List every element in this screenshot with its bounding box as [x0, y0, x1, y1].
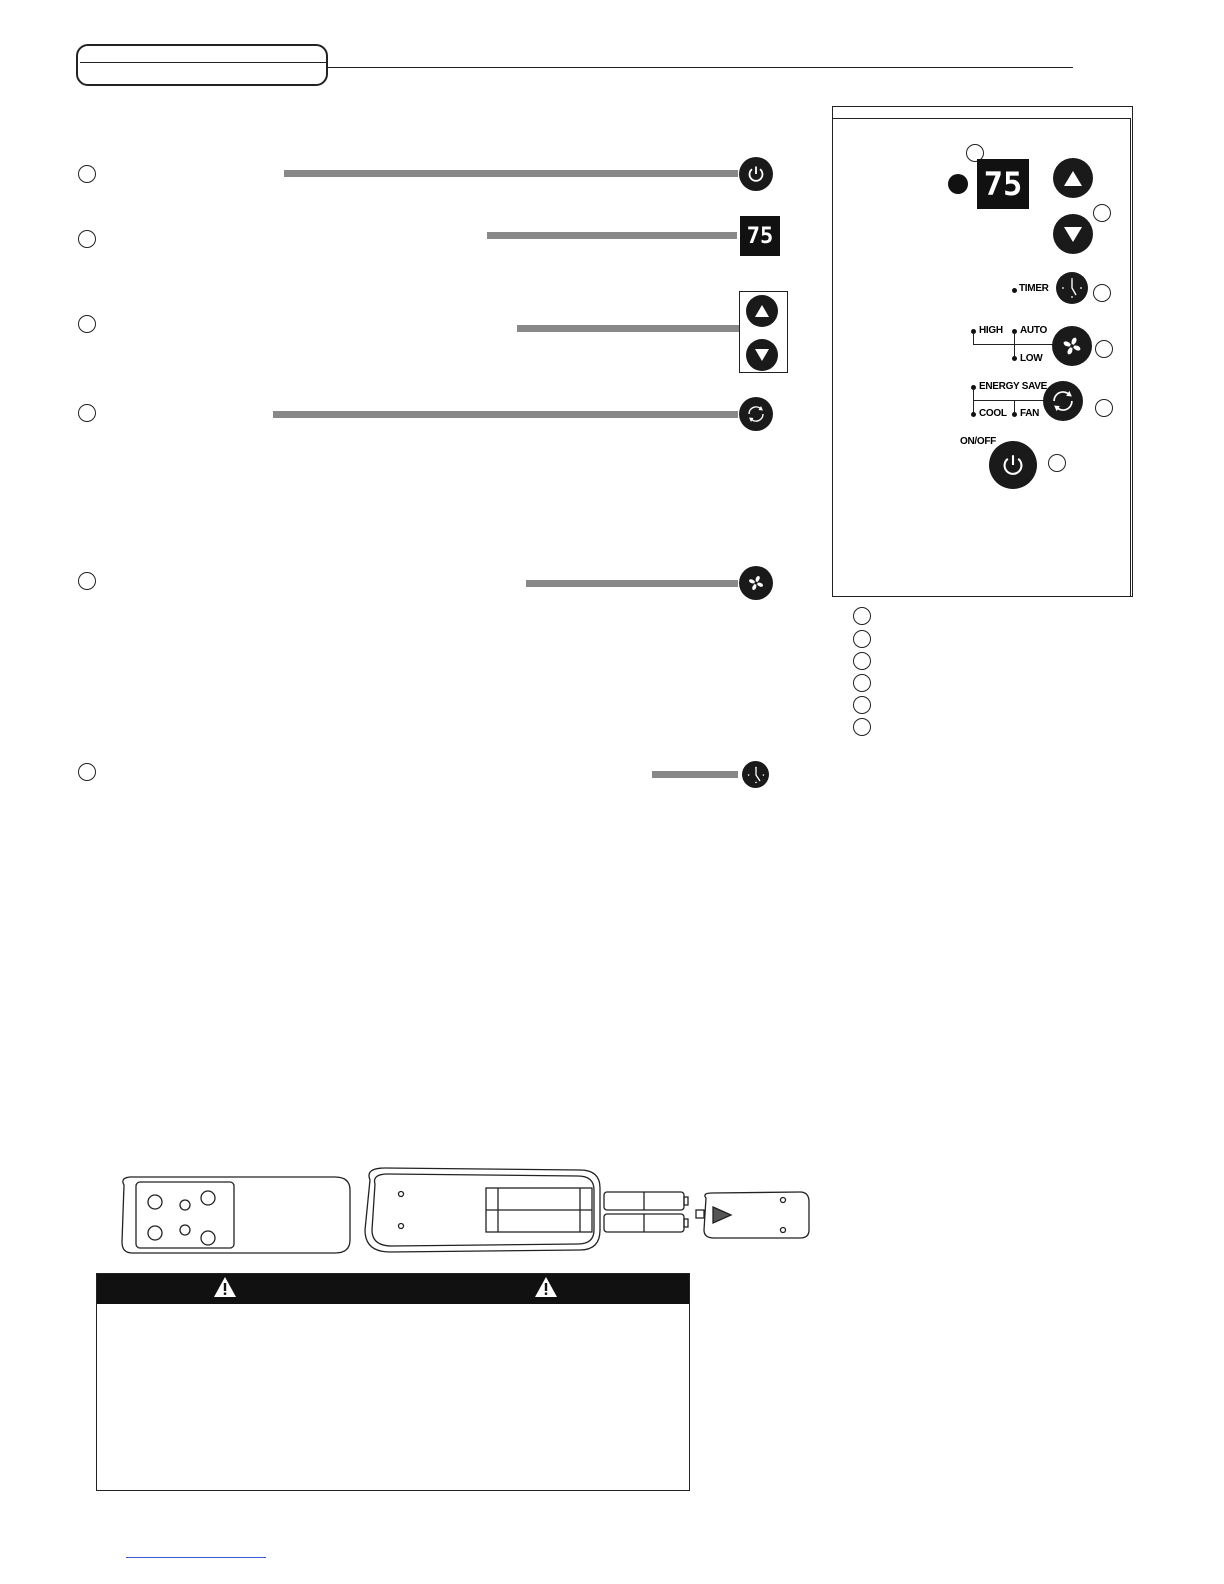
battery-cover — [696, 1192, 809, 1238]
remote-back — [365, 1168, 600, 1252]
legend-circle-5 — [853, 696, 871, 714]
power-icon — [1000, 452, 1026, 478]
panel-timer-button[interactable] — [1056, 272, 1088, 304]
high-label: HIGH — [979, 325, 1003, 336]
warning-triangle-icon — [213, 1276, 237, 1298]
panel-power-button[interactable] — [989, 441, 1037, 489]
fan-mode-label: FAN — [1020, 408, 1040, 419]
footer-link-underline[interactable] — [126, 1557, 266, 1558]
mode-cycle-icon — [745, 403, 767, 425]
leader-line-fan — [526, 580, 738, 587]
panel-mode-button[interactable] — [1043, 381, 1083, 421]
auto-label: AUTO — [1020, 325, 1047, 336]
legend-circle-6 — [853, 718, 871, 736]
power-icon — [746, 164, 766, 184]
callout-circle-4 — [78, 404, 96, 422]
timer-label: TIMER — [1019, 283, 1049, 294]
power-button[interactable] — [739, 157, 773, 191]
warning-triangle-icon — [534, 1276, 558, 1298]
clock-icon — [1060, 276, 1084, 300]
down-arrow-icon — [1063, 226, 1083, 243]
legend-circle-1 — [853, 607, 871, 625]
remote-front — [122, 1177, 350, 1253]
panel-callout-arrows — [1093, 204, 1111, 222]
timer-button[interactable] — [742, 761, 769, 788]
temp-up-button[interactable] — [746, 295, 778, 327]
fan-speed-button[interactable] — [739, 566, 773, 600]
callout-circle-2 — [78, 230, 96, 248]
panel-temp-up-button[interactable] — [1053, 158, 1093, 198]
fan-bracket-mid — [1014, 334, 1015, 356]
header-rule — [328, 67, 1073, 68]
panel-temp-down-button[interactable] — [1053, 214, 1093, 254]
low-label: LOW — [1020, 353, 1043, 364]
panel-fan-button[interactable] — [1052, 326, 1092, 366]
fan-bracket-left — [973, 334, 974, 344]
section-tab — [76, 44, 328, 86]
mode-bracket-left — [973, 390, 974, 412]
callout-circle-1 — [78, 165, 96, 183]
timer-indicator-dot — [1012, 288, 1017, 293]
leader-line-timer — [652, 771, 738, 778]
fan-bracket-bar — [973, 344, 1053, 345]
callout-circle-3 — [78, 315, 96, 333]
fan-icon — [746, 573, 766, 593]
batteries — [604, 1192, 688, 1232]
fan-icon — [1060, 334, 1084, 358]
callout-circle-6 — [78, 763, 96, 781]
panel-callout-power — [1048, 454, 1066, 472]
fan-mode-indicator-dot — [1012, 412, 1017, 417]
cool-indicator-dot — [971, 412, 976, 417]
panel-callout-mode — [1095, 399, 1113, 417]
temp-down-button[interactable] — [746, 339, 778, 371]
leader-line-mode — [273, 411, 738, 418]
mode-button[interactable] — [739, 397, 773, 431]
panel-indicator-dot — [948, 174, 968, 194]
legend-circle-3 — [853, 652, 871, 670]
energy-save-label: ENERGY SAVE — [979, 381, 1048, 392]
panel-temperature-display: 75 — [977, 159, 1029, 209]
clock-icon — [746, 765, 766, 785]
cool-label: COOL — [979, 408, 1007, 419]
mode-bracket-bar — [973, 400, 1045, 401]
warning-box — [96, 1273, 690, 1491]
panel-callout-timer — [1093, 284, 1111, 302]
leader-line-display — [487, 232, 737, 239]
remote-control-illustration — [110, 1160, 820, 1260]
up-arrow-icon — [1063, 170, 1083, 187]
panel-callout-fan — [1095, 340, 1113, 358]
on-off-label: ON/OFF — [960, 436, 996, 447]
leader-line-power — [284, 170, 738, 177]
warning-header-bar — [97, 1274, 689, 1304]
mode-cycle-icon — [1049, 387, 1077, 415]
mode-bracket-mid — [1014, 400, 1015, 412]
down-arrow-icon — [754, 348, 770, 362]
section-tab-divider — [80, 62, 326, 63]
legend-circle-4 — [853, 674, 871, 692]
callout-circle-5 — [78, 572, 96, 590]
legend-circle-2 — [853, 630, 871, 648]
up-arrow-icon — [754, 304, 770, 318]
low-indicator-dot — [1012, 356, 1017, 361]
leader-line-arrows — [517, 325, 740, 332]
temperature-display: 75 — [740, 216, 780, 256]
